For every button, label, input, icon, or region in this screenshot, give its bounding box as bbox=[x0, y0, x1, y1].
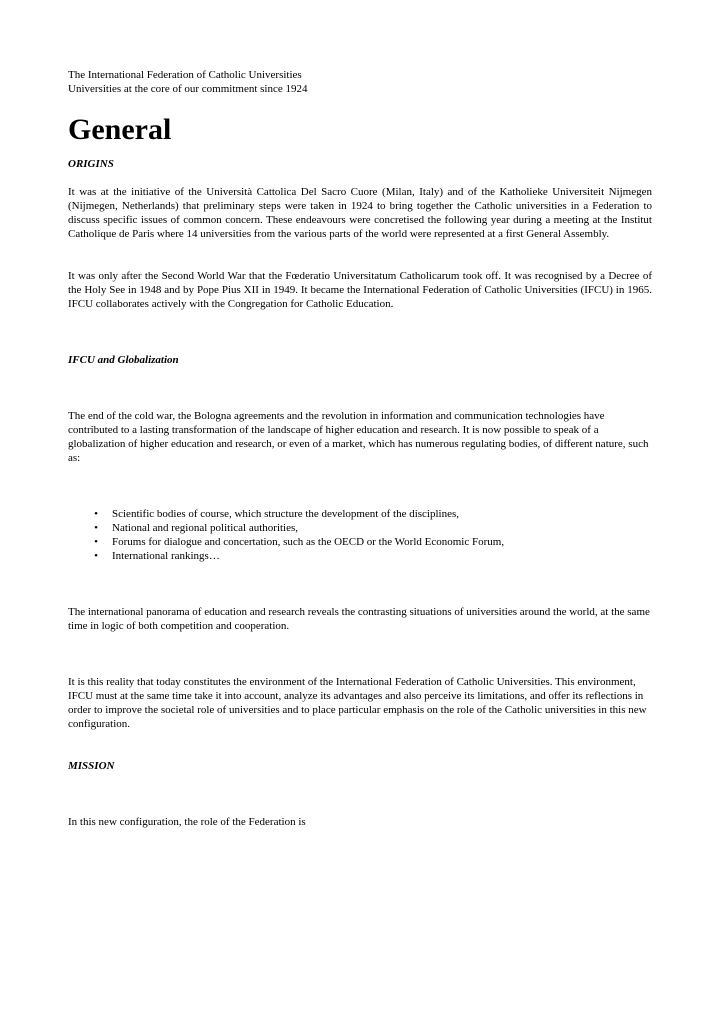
globalization-paragraph-2: The international panorama of education and research reveals the contrasting situations of universities around the world, at the same time in logic of both competition and cooperation. bbox=[68, 606, 650, 632]
header-tagline: Universities at the core of our commitment since 1924 bbox=[68, 83, 308, 95]
bullet-icon: • bbox=[94, 522, 98, 534]
list-item-text: National and regional political authorities, bbox=[112, 522, 299, 534]
globalization-bullet-list bbox=[68, 507, 652, 563]
origins-paragraph-2: It was only after the Second World War that the Fœderatio Universitatum Catholicarum took off. It was recognised by a Decree of the Holy See in 1948 and by Pope Pius XII in 1949. It became the International Federation of Catholic Universities (IFCU) in 1965. IFCU collaborates actively with the Congregation for Catholic Education. bbox=[68, 270, 652, 310]
list-item-text: Forums for dialogue and concertation, such as the OECD or the World Economic Forum, bbox=[112, 536, 505, 548]
header-org-name: The International Federation of Catholic Universities bbox=[68, 69, 302, 81]
origins-heading: ORIGINS bbox=[68, 158, 114, 170]
list-item-text: International rankings… bbox=[112, 550, 220, 562]
globalization-paragraph-1: The end of the cold war, the Bologna agreements and the revolution in information and communication technologies have contributed to a lasting transformation of the landscape of higher education and research. It is now possible to speak of a globalization of higher education and research, or even of a market, which has numerous regulating bodies, of different nature, such as: bbox=[68, 410, 649, 464]
origins-paragraph-1: It was at the initiative of the Università Cattolica Del Sacro Cuore (Milan, Italy) and of the Katholieke Universiteit Nijmegen (Nijmegen, Netherlands) that preliminary steps were taken in 1924 to bring together the Catholic universities in a Federation to discuss specific issues of common concern. These endeavours were concretised the following year during a meeting at the Institut Catholique de Paris where 14 universities from the various parts of the world were represented at a first General Assembly. bbox=[68, 186, 652, 240]
bullet-icon: • bbox=[94, 508, 98, 520]
list-item-text: Scientific bodies of course, which structure the development of the disciplines, bbox=[112, 508, 460, 520]
bullet-icon: • bbox=[94, 536, 98, 548]
mission-paragraph-1: In this new configuration, the role of the Federation is bbox=[68, 816, 306, 828]
globalization-paragraph-3: It is this reality that today constitutes the environment of the International Federation of Catholic Universities. This environment, IFCU must at the same time take it into account, analyze its advantages and also perceive its limitations, and offer its reflections in order to improve the societal role of universities and to place particular emphasis on the role of the Catholic universities in this new configuration. bbox=[68, 676, 647, 730]
document-page bbox=[68, 68, 652, 829]
list-item bbox=[90, 521, 652, 535]
mission-heading: MISSION bbox=[68, 760, 115, 772]
list-item bbox=[90, 535, 652, 549]
list-item bbox=[90, 549, 652, 563]
list-item bbox=[90, 507, 652, 521]
globalization-heading: IFCU and Globalization bbox=[68, 354, 179, 366]
bullet-icon: • bbox=[94, 550, 98, 562]
page-title: General bbox=[68, 113, 172, 146]
